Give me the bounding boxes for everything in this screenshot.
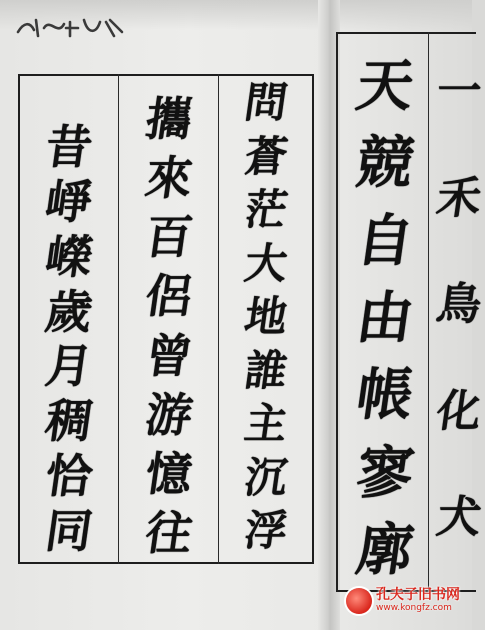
calligraphy-character: 競 — [352, 130, 418, 197]
calligraphy-character: 誰 — [241, 345, 291, 395]
calligraphy-column-3 — [24, 120, 114, 558]
calligraphy-column-right-edge — [433, 66, 485, 543]
calligraphy-character: 茫 — [241, 185, 291, 234]
calligraphy-character: 廓 — [352, 516, 418, 583]
column-rule — [218, 74, 219, 564]
calligraphy-character: 犬 — [433, 492, 485, 543]
calligraphy-character: 曾 — [142, 328, 196, 383]
calligraphy-character: 百 — [142, 210, 196, 265]
calligraphy-character: 攜 — [142, 92, 196, 146]
calligraphy-character: 天 — [352, 53, 418, 119]
watermark-url: www.kongfz.com — [376, 602, 452, 613]
calligraphy-character: 月 — [42, 339, 96, 394]
calligraphy-character: 侶 — [142, 269, 196, 324]
column-rule — [428, 32, 429, 592]
calligraphy-character: 主 — [241, 399, 291, 448]
calligraphy-character: 自 — [352, 207, 418, 274]
calligraphy-character: 往 — [142, 505, 196, 560]
calligraphy-character: 游 — [142, 387, 196, 442]
calligraphy-column-right-main — [346, 53, 424, 583]
calligraphy-character: 化 — [433, 385, 485, 437]
calligraphy-character: 崢 — [42, 174, 96, 229]
calligraphy-character: 昔 — [42, 120, 96, 174]
watermark-title: 孔夫子旧书网 — [376, 587, 460, 604]
watermark — [346, 584, 464, 618]
calligraphy-character: 同 — [42, 503, 96, 558]
calligraphy-character: 問 — [241, 78, 291, 127]
calligraphy-character: 恰 — [42, 449, 96, 504]
calligraphy-character: 嶸 — [42, 229, 96, 284]
calligraphy-character: 憶 — [142, 446, 196, 501]
calligraphy-column-1 — [224, 78, 308, 555]
calligraphy-character: 寥 — [352, 439, 418, 506]
calligraphy-character: 大 — [241, 238, 291, 288]
column-rule — [118, 74, 119, 564]
calligraphy-character: 浮 — [241, 506, 291, 555]
calligraphy-character: 由 — [352, 284, 418, 351]
calligraphy-character: 地 — [241, 292, 291, 341]
calligraphy-character: 帳 — [352, 362, 418, 429]
calligraphy-character: 禾 — [433, 172, 485, 224]
calligraphy-character: 一 — [433, 66, 485, 117]
calligraphy-character: 來 — [142, 151, 196, 206]
calligraphy-character: 沉 — [241, 452, 291, 502]
seal-stamp — [14, 14, 130, 40]
calligraphy-character: 鳥 — [433, 279, 485, 330]
calligraphy-character: 稠 — [42, 394, 96, 449]
calligraphy-character: 歲 — [42, 284, 96, 339]
calligraphy-column-2 — [124, 92, 214, 560]
calligraphy-character: 蒼 — [241, 131, 291, 181]
watermark-logo-icon — [346, 588, 372, 614]
